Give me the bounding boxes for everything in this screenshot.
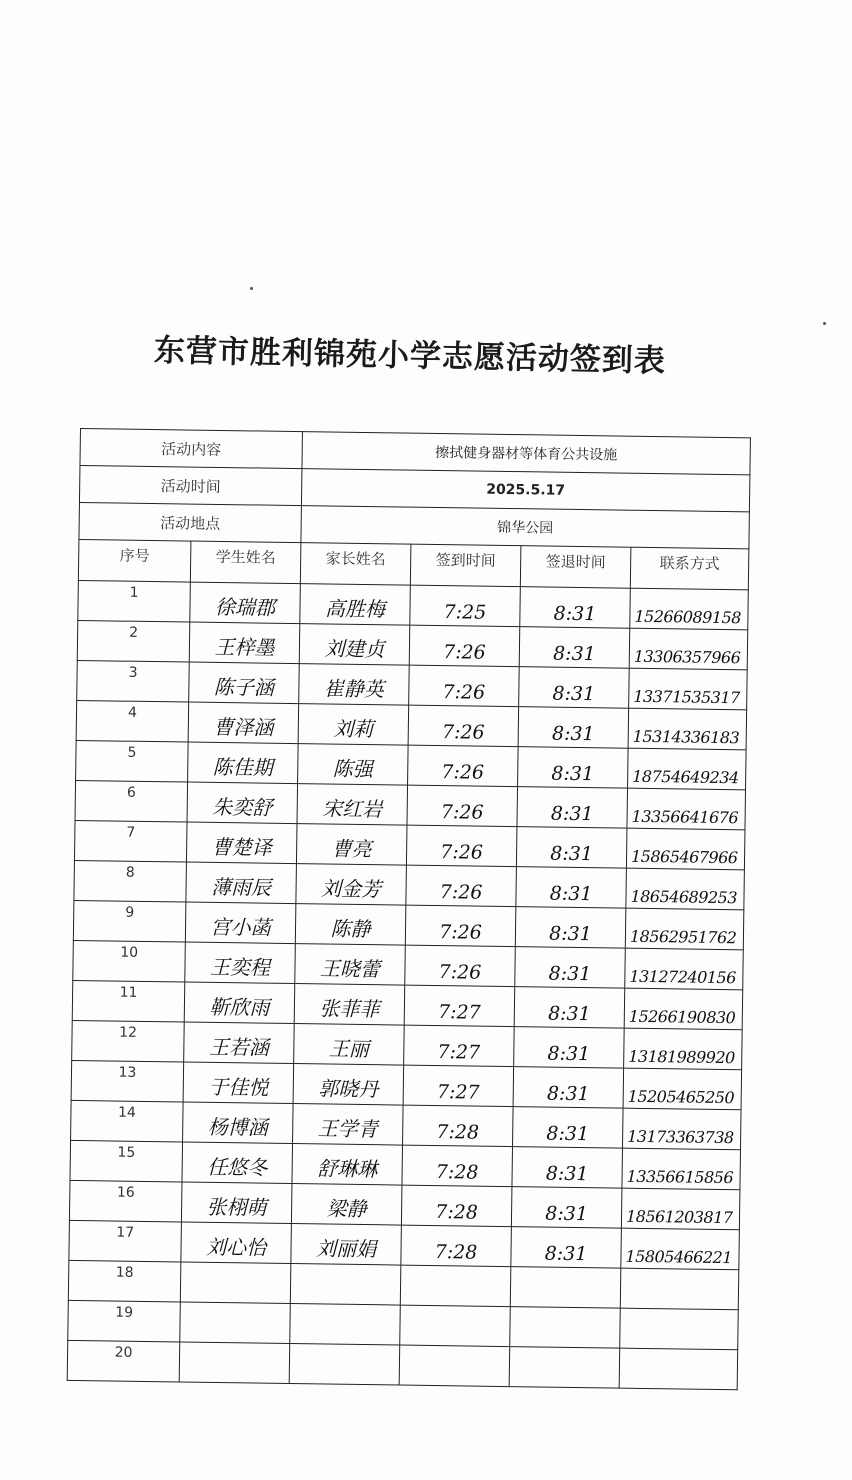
row-number: 15 xyxy=(70,1140,183,1182)
signout-time: 8:31 xyxy=(519,627,630,669)
info-label: 活动时间 xyxy=(79,466,301,506)
column-header: 家长姓名 xyxy=(300,543,411,586)
student-name: 任悠冬 xyxy=(182,1142,293,1184)
signin-time: 7:25 xyxy=(410,585,521,627)
info-value: 锦华公园 xyxy=(301,506,749,549)
student-name: 朱奕舒 xyxy=(187,782,298,824)
signin-time: 7:27 xyxy=(403,1065,514,1107)
parent-name: 刘莉 xyxy=(298,704,409,746)
student-name: 靳欣雨 xyxy=(184,982,295,1024)
contact-phone: 15266089158 xyxy=(630,588,749,630)
student-name xyxy=(179,1342,290,1384)
signout-time xyxy=(510,1267,621,1309)
parent-name: 陈静 xyxy=(295,904,406,946)
signin-time: 7:26 xyxy=(405,905,516,947)
parent-name: 王学青 xyxy=(293,1104,404,1146)
info-label: 活动地点 xyxy=(79,502,301,542)
signin-time: 7:28 xyxy=(403,1105,514,1147)
parent-name xyxy=(290,1264,401,1306)
student-name: 王若涵 xyxy=(184,1022,295,1064)
parent-name: 郭晓丹 xyxy=(293,1064,404,1106)
signin-time: 7:26 xyxy=(406,825,517,867)
signout-time: 8:31 xyxy=(520,587,631,629)
signout-time: 8:31 xyxy=(513,1067,624,1109)
row-number: 17 xyxy=(69,1220,182,1262)
row-number: 12 xyxy=(72,1020,185,1062)
signin-sheet xyxy=(67,428,751,1390)
parent-name: 宋红岩 xyxy=(297,784,408,826)
student-name: 曹泽涵 xyxy=(188,702,299,744)
row-number: 3 xyxy=(77,660,190,702)
contact-phone: 15266190830 xyxy=(624,988,743,1030)
contact-phone: 13371535317 xyxy=(629,668,748,710)
signin-time: 7:26 xyxy=(407,785,518,827)
parent-name: 王晓蕾 xyxy=(295,944,406,986)
row-number: 4 xyxy=(76,700,189,742)
info-value: 擦拭健身器材等体育公共设施 xyxy=(302,432,750,475)
column-header: 签到时间 xyxy=(410,544,521,587)
row-number: 10 xyxy=(73,940,186,982)
contact-phone: 15865467966 xyxy=(626,828,745,870)
signin-time xyxy=(400,1305,511,1347)
contact-phone: 13306357966 xyxy=(629,628,748,670)
contact-phone xyxy=(620,1268,739,1310)
row-number: 6 xyxy=(75,780,188,822)
parent-name: 王丽 xyxy=(294,1024,405,1066)
row-number: 13 xyxy=(71,1060,184,1102)
contact-phone: 15205465250 xyxy=(623,1068,742,1110)
student-name: 张栩萌 xyxy=(181,1182,292,1224)
contact-phone: 18654689253 xyxy=(626,868,745,910)
signin-time: 7:28 xyxy=(401,1185,512,1227)
parent-name: 刘金芳 xyxy=(296,864,407,906)
row-number: 5 xyxy=(76,740,189,782)
signout-time xyxy=(509,1347,620,1389)
contact-phone: 15314336183 xyxy=(628,708,747,750)
contact-phone: 18754649234 xyxy=(628,748,747,790)
info-label: 活动内容 xyxy=(80,429,302,469)
contact-phone: 13356641676 xyxy=(627,788,746,830)
contact-phone: 18562951762 xyxy=(625,908,744,950)
row-number: 16 xyxy=(69,1180,182,1222)
signout-time: 8:31 xyxy=(511,1227,622,1269)
row-number: 18 xyxy=(68,1260,181,1302)
student-name: 薄雨辰 xyxy=(186,862,297,904)
signout-time: 8:31 xyxy=(515,907,626,949)
signout-time: 8:31 xyxy=(516,827,627,869)
table-row xyxy=(67,1340,737,1389)
signout-time: 8:31 xyxy=(517,787,628,829)
student-name: 王梓墨 xyxy=(189,622,300,664)
row-number: 8 xyxy=(74,860,187,902)
parent-name: 崔静英 xyxy=(299,664,410,706)
student-name: 杨博涵 xyxy=(183,1102,294,1144)
signout-time: 8:31 xyxy=(514,1027,625,1069)
student-name: 于佳悦 xyxy=(183,1062,294,1104)
student-name: 曹楚译 xyxy=(186,822,297,864)
contact-phone: 13356615856 xyxy=(622,1148,741,1190)
student-name xyxy=(180,1302,291,1344)
student-name xyxy=(180,1262,291,1304)
signout-time: 8:31 xyxy=(518,747,629,789)
signout-time: 8:31 xyxy=(514,987,625,1029)
parent-name: 刘建贞 xyxy=(299,624,410,666)
contact-phone: 18561203817 xyxy=(621,1188,740,1230)
signin-time: 7:26 xyxy=(409,625,520,667)
signin-time: 7:28 xyxy=(402,1145,513,1187)
signin-time: 7:28 xyxy=(401,1225,512,1267)
column-header: 签退时间 xyxy=(520,546,631,589)
column-header: 学生姓名 xyxy=(190,541,301,584)
signout-time: 8:31 xyxy=(516,867,627,909)
row-number: 11 xyxy=(72,980,185,1022)
sheet-title: 东营市胜利锦苑小学志愿活动签到表 xyxy=(153,332,667,380)
student-name: 刘心怡 xyxy=(181,1222,292,1264)
contact-phone: 13181989920 xyxy=(624,1028,743,1070)
parent-name: 曹亮 xyxy=(296,824,407,866)
signin-time: 7:27 xyxy=(404,1025,515,1067)
signin-time: 7:26 xyxy=(409,665,520,707)
row-number: 9 xyxy=(73,900,186,942)
parent-name: 舒琳琳 xyxy=(292,1144,403,1186)
contact-phone xyxy=(620,1308,739,1350)
signout-time: 8:31 xyxy=(513,1107,624,1149)
row-number: 2 xyxy=(77,620,190,662)
parent-name xyxy=(289,1344,400,1386)
scan-speck xyxy=(823,322,826,325)
student-name: 陈子涵 xyxy=(189,662,300,704)
row-number: 20 xyxy=(67,1340,180,1382)
contact-phone: 15805466221 xyxy=(621,1228,740,1270)
signout-time: 8:31 xyxy=(515,947,626,989)
student-name: 王奕程 xyxy=(185,942,296,984)
signin-time xyxy=(400,1265,511,1307)
signin-time: 7:26 xyxy=(408,745,519,787)
signout-time: 8:31 xyxy=(519,667,630,709)
parent-name: 高胜梅 xyxy=(300,584,411,626)
signin-time: 7:26 xyxy=(408,705,519,747)
column-header: 序号 xyxy=(78,539,191,582)
contact-phone: 13127240156 xyxy=(625,948,744,990)
parent-name: 张菲菲 xyxy=(294,984,405,1026)
signin-time xyxy=(399,1345,510,1387)
signin-time: 7:26 xyxy=(405,945,516,987)
parent-name xyxy=(290,1304,401,1346)
info-value: 2025.5.17 xyxy=(301,469,749,512)
signout-time: 8:31 xyxy=(512,1147,623,1189)
row-number: 7 xyxy=(74,820,187,862)
student-name: 陈佳期 xyxy=(188,742,299,784)
signout-time: 8:31 xyxy=(518,707,629,749)
parent-name: 陈强 xyxy=(298,744,409,786)
signout-time xyxy=(510,1307,621,1349)
student-name: 宫小菡 xyxy=(185,902,296,944)
signin-time: 7:26 xyxy=(406,865,517,907)
signin-table xyxy=(67,428,751,1390)
contact-phone: 13173363738 xyxy=(622,1108,741,1150)
student-name: 徐瑞郡 xyxy=(190,582,301,624)
row-number: 14 xyxy=(71,1100,184,1142)
scan-speck xyxy=(250,287,253,290)
parent-name: 梁静 xyxy=(291,1184,402,1226)
contact-phone xyxy=(619,1348,738,1390)
signout-time: 8:31 xyxy=(511,1187,622,1229)
row-number: 19 xyxy=(68,1300,181,1342)
column-header: 联系方式 xyxy=(630,547,749,590)
signin-time: 7:27 xyxy=(404,985,515,1027)
parent-name: 刘丽娟 xyxy=(291,1224,402,1266)
row-number: 1 xyxy=(78,580,191,622)
